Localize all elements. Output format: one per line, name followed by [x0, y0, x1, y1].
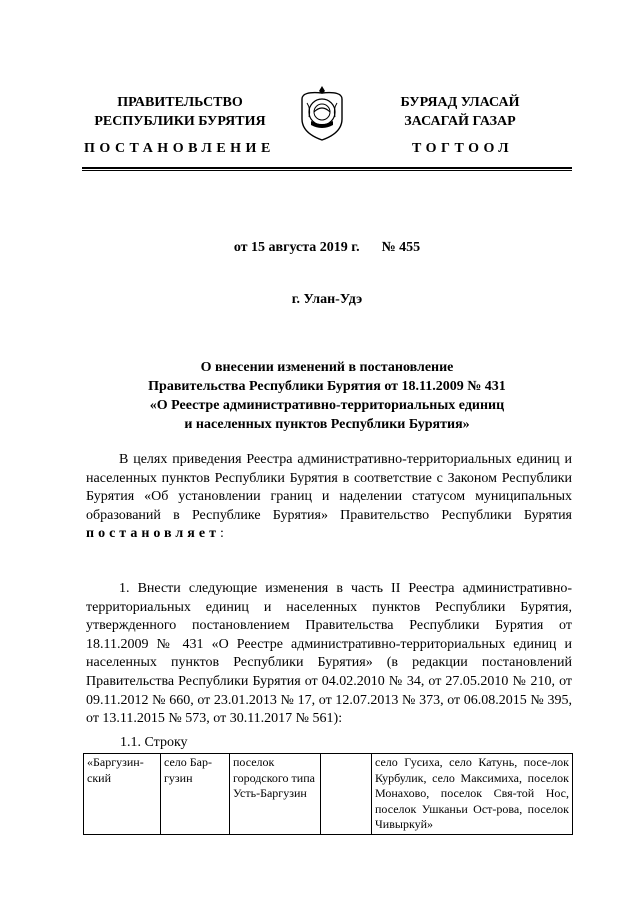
clause-1-1-label: 1.1. Строку	[120, 735, 188, 750]
issuer-buryat-line1: БУРЯАД УЛАСАЙ	[400, 95, 520, 110]
cell-urban-settlement: поселок городского типа Усть-Баргузин	[230, 754, 321, 835]
preamble-text: В целях приведения Реестра административно-территориальных единиц и населенных пунктов Республики Бурятия в соответствие с Законом Республики Бурятия «Об установлении границ и наделении статусом муниципальных образований в Республике Бурятия» Правительство Республики Бурятия	[86, 452, 572, 523]
decree-city: г. Улан-Удэ	[291, 292, 363, 307]
republic-buryatia-emblem-icon	[299, 85, 345, 141]
subject-line1: О внесении изменений в постановление	[200, 360, 454, 375]
issuer-buryat-line2: ЗАСАГАЙ ГАЗАР	[404, 114, 516, 129]
preamble-end: :	[219, 526, 224, 542]
subject-line2: Правительства Республики Бурятия от 18.11.2009 № 431	[148, 379, 506, 394]
issuer-russian	[80, 93, 280, 131]
decree-number: № 455	[381, 240, 421, 255]
cell-empty	[321, 754, 372, 835]
decree-keyword: постановляет	[86, 526, 220, 542]
decree-subject	[82, 358, 572, 434]
table-row	[84, 754, 573, 835]
issuer-buryat	[360, 93, 560, 131]
clause-1-paragraph	[86, 580, 572, 729]
doc-type-russian: ПОСТАНОВЛЕНИЕ	[84, 141, 275, 156]
doc-type-buryat: ТОГТООЛ	[412, 141, 514, 156]
header-divider-thin	[82, 170, 572, 171]
subject-line3: «О Реестре административно-территориальных единиц	[149, 398, 505, 413]
issuer-russian-line2: РЕСПУБЛИКИ БУРЯТИЯ	[94, 114, 266, 129]
registry-row-table	[83, 753, 573, 835]
header-divider-thick	[82, 167, 572, 169]
clause-1-text: 1. Внести следующие изменения в часть II Реестра административно-территориальных единиц и населенных пунктов Республики Бурятия, утвержденного постановлением Правительства Республики Бурятия от 18.11.2009 № 431 «О Реестре административно-территориальных единиц и населенных пунктов Республики Бурятия» (в редакции постановлений Правительства Республики Бурятия от 04.02.2010 № 34, от 27.05.2010 № 210, от 09.11.2012 № 660, от 23.01.2013 № 17, от 12.07.2013 № 373, от 06.08.2015 № 395, от 13.11.2015 № 573, от 30.11.2017 № 561):	[86, 581, 572, 727]
cell-settlements: село Гусиха, село Катунь, посе-лок Курбулик, село Максимиха, поселок Монахово, поселок Свя-той Нос, поселок Ушканьи Ост-рова, поселок Чивыркуй»	[372, 754, 573, 835]
cell-district: «Баргузин-ский	[84, 754, 161, 835]
issuer-russian-line1: ПРАВИТЕЛЬСТВО	[117, 95, 243, 110]
preamble-paragraph	[86, 451, 572, 544]
subject-line4: и населенных пунктов Республики Бурятия»	[184, 417, 470, 432]
decree-date-line	[82, 238, 572, 257]
cell-center: село Бар-гузин	[161, 754, 230, 835]
decree-date: от 15 августа 2019 г.	[233, 240, 360, 255]
